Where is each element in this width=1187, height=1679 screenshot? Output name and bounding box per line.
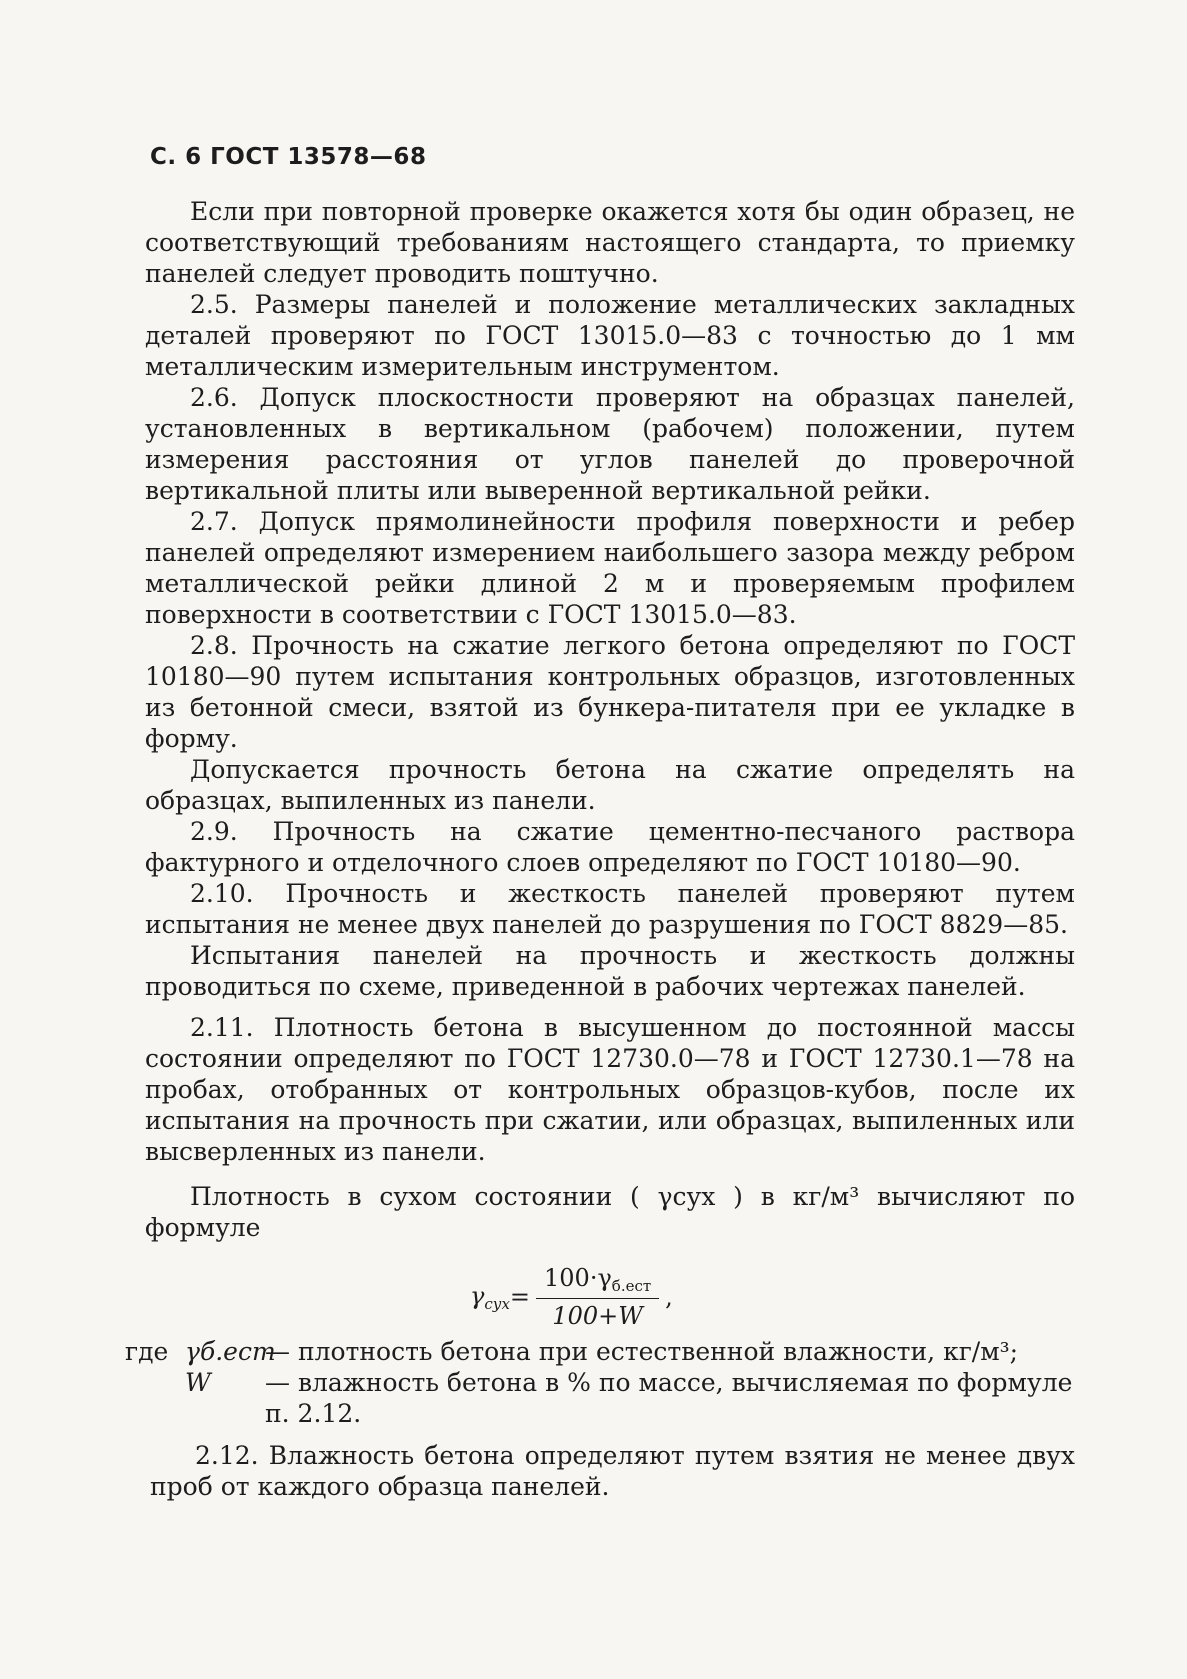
where-description: — плотность бетона при естественной влажности, кг/м³; <box>265 1337 1019 1366</box>
paragraph-2-6: 2.6. Допуск плоскостности проверяют на образцах панелей, установленных в вертикальном (рабочем) положении, путем измерения расстояния от углов панелей до проверочной вертикальной плиты или выверенной вертикальной рейки. <box>145 383 1075 505</box>
paragraph-2-11: 2.11. Плотность бетона в высушенном до постоянной массы состоянии определяют по ГОСТ 12730.0—78 и ГОСТ 12730.1—78 на пробах, отобранных от контрольных образцов-кубов, после их испытания на прочность при сжатии, или образцах, выпиленных или высверленных из панели. <box>145 1013 1075 1166</box>
formula-equals: = <box>509 1283 531 1311</box>
formula-numerator: $100\cdot\gamma_{б.ест}$ <box>536 1264 659 1299</box>
paragraph-2-7: 2.7. Допуск прямолинейности профиля поверхности и ребер панелей определяют измерением наибольшего зазора между ребром металлической рейки длиной 2 м и проверяемым профилем поверхности в соответствии с ГОСТ 13015.0—83. <box>145 507 1075 629</box>
formula-trail: , <box>665 1283 673 1311</box>
body-text <box>145 196 1075 1243</box>
where-row <box>125 1367 1075 1429</box>
where-description: — влажность бетона в % по массе, вычисляемая по формуле п. 2.12. <box>265 1368 1073 1428</box>
paragraph-2-5: 2.5. Размеры панелей и положение металлических закладных деталей проверяют по ГОСТ 13015.0—83 с точностью до 1 мм металлическим измерительным инструментом. <box>145 290 1075 381</box>
where-symbol: W <box>185 1368 211 1397</box>
paragraph-intro: Если при повторной проверке окажется хотя бы один образец, не соответствующий требованиям настоящего стандарта, то приемку панелей следует проводить поштучно. <box>145 197 1075 288</box>
page-header: С. 6 ГОСТ 13578—68 <box>150 144 427 170</box>
where-label: где <box>125 1337 169 1366</box>
paragraph-2-8: 2.8. Прочность на сжатие легкого бетона определяют по ГОСТ 10180—90 путем испытания контрольных образцов, изготовленных из бетонной смеси, взятой из бункера-питателя при ее укладке в форму. <box>145 631 1075 753</box>
paragraph-formula-intro: Плотность в сухом состоянии ( γсух ) в кг/м³ вычисляют по формуле <box>145 1182 1075 1242</box>
where-legend <box>125 1336 1075 1429</box>
where-symbol: γб.ест <box>185 1337 276 1366</box>
formula-denominator: 100+W <box>552 1302 643 1330</box>
paragraph-2-10: 2.10. Прочность и жесткость панелей проверяют путем испытания не менее двух панелей до разрушения по ГОСТ 8829—85. <box>145 879 1075 939</box>
formula-lhs: $\gamma_{сух}$ <box>470 1281 510 1313</box>
where-row <box>125 1336 1075 1367</box>
paragraph-2-12: 2.12. Влажность бетона определяют путем взятия не менее двух проб от каждого образца панелей. <box>150 1441 1075 1501</box>
density-formula <box>470 1264 673 1330</box>
formula-fraction <box>536 1264 659 1330</box>
paragraph-2-8-note: Допускается прочность бетона на сжатие определять на образцах, выпиленных из панели. <box>145 755 1075 815</box>
paragraph-2-10-note: Испытания панелей на прочность и жесткость должны проводиться по схеме, приведенной в рабочих чертежах панелей. <box>145 941 1075 1001</box>
paragraph-2-9: 2.9. Прочность на сжатие цементно-песчаного раствора фактурного и отделочного слоев определяют по ГОСТ 10180—90. <box>145 817 1075 877</box>
